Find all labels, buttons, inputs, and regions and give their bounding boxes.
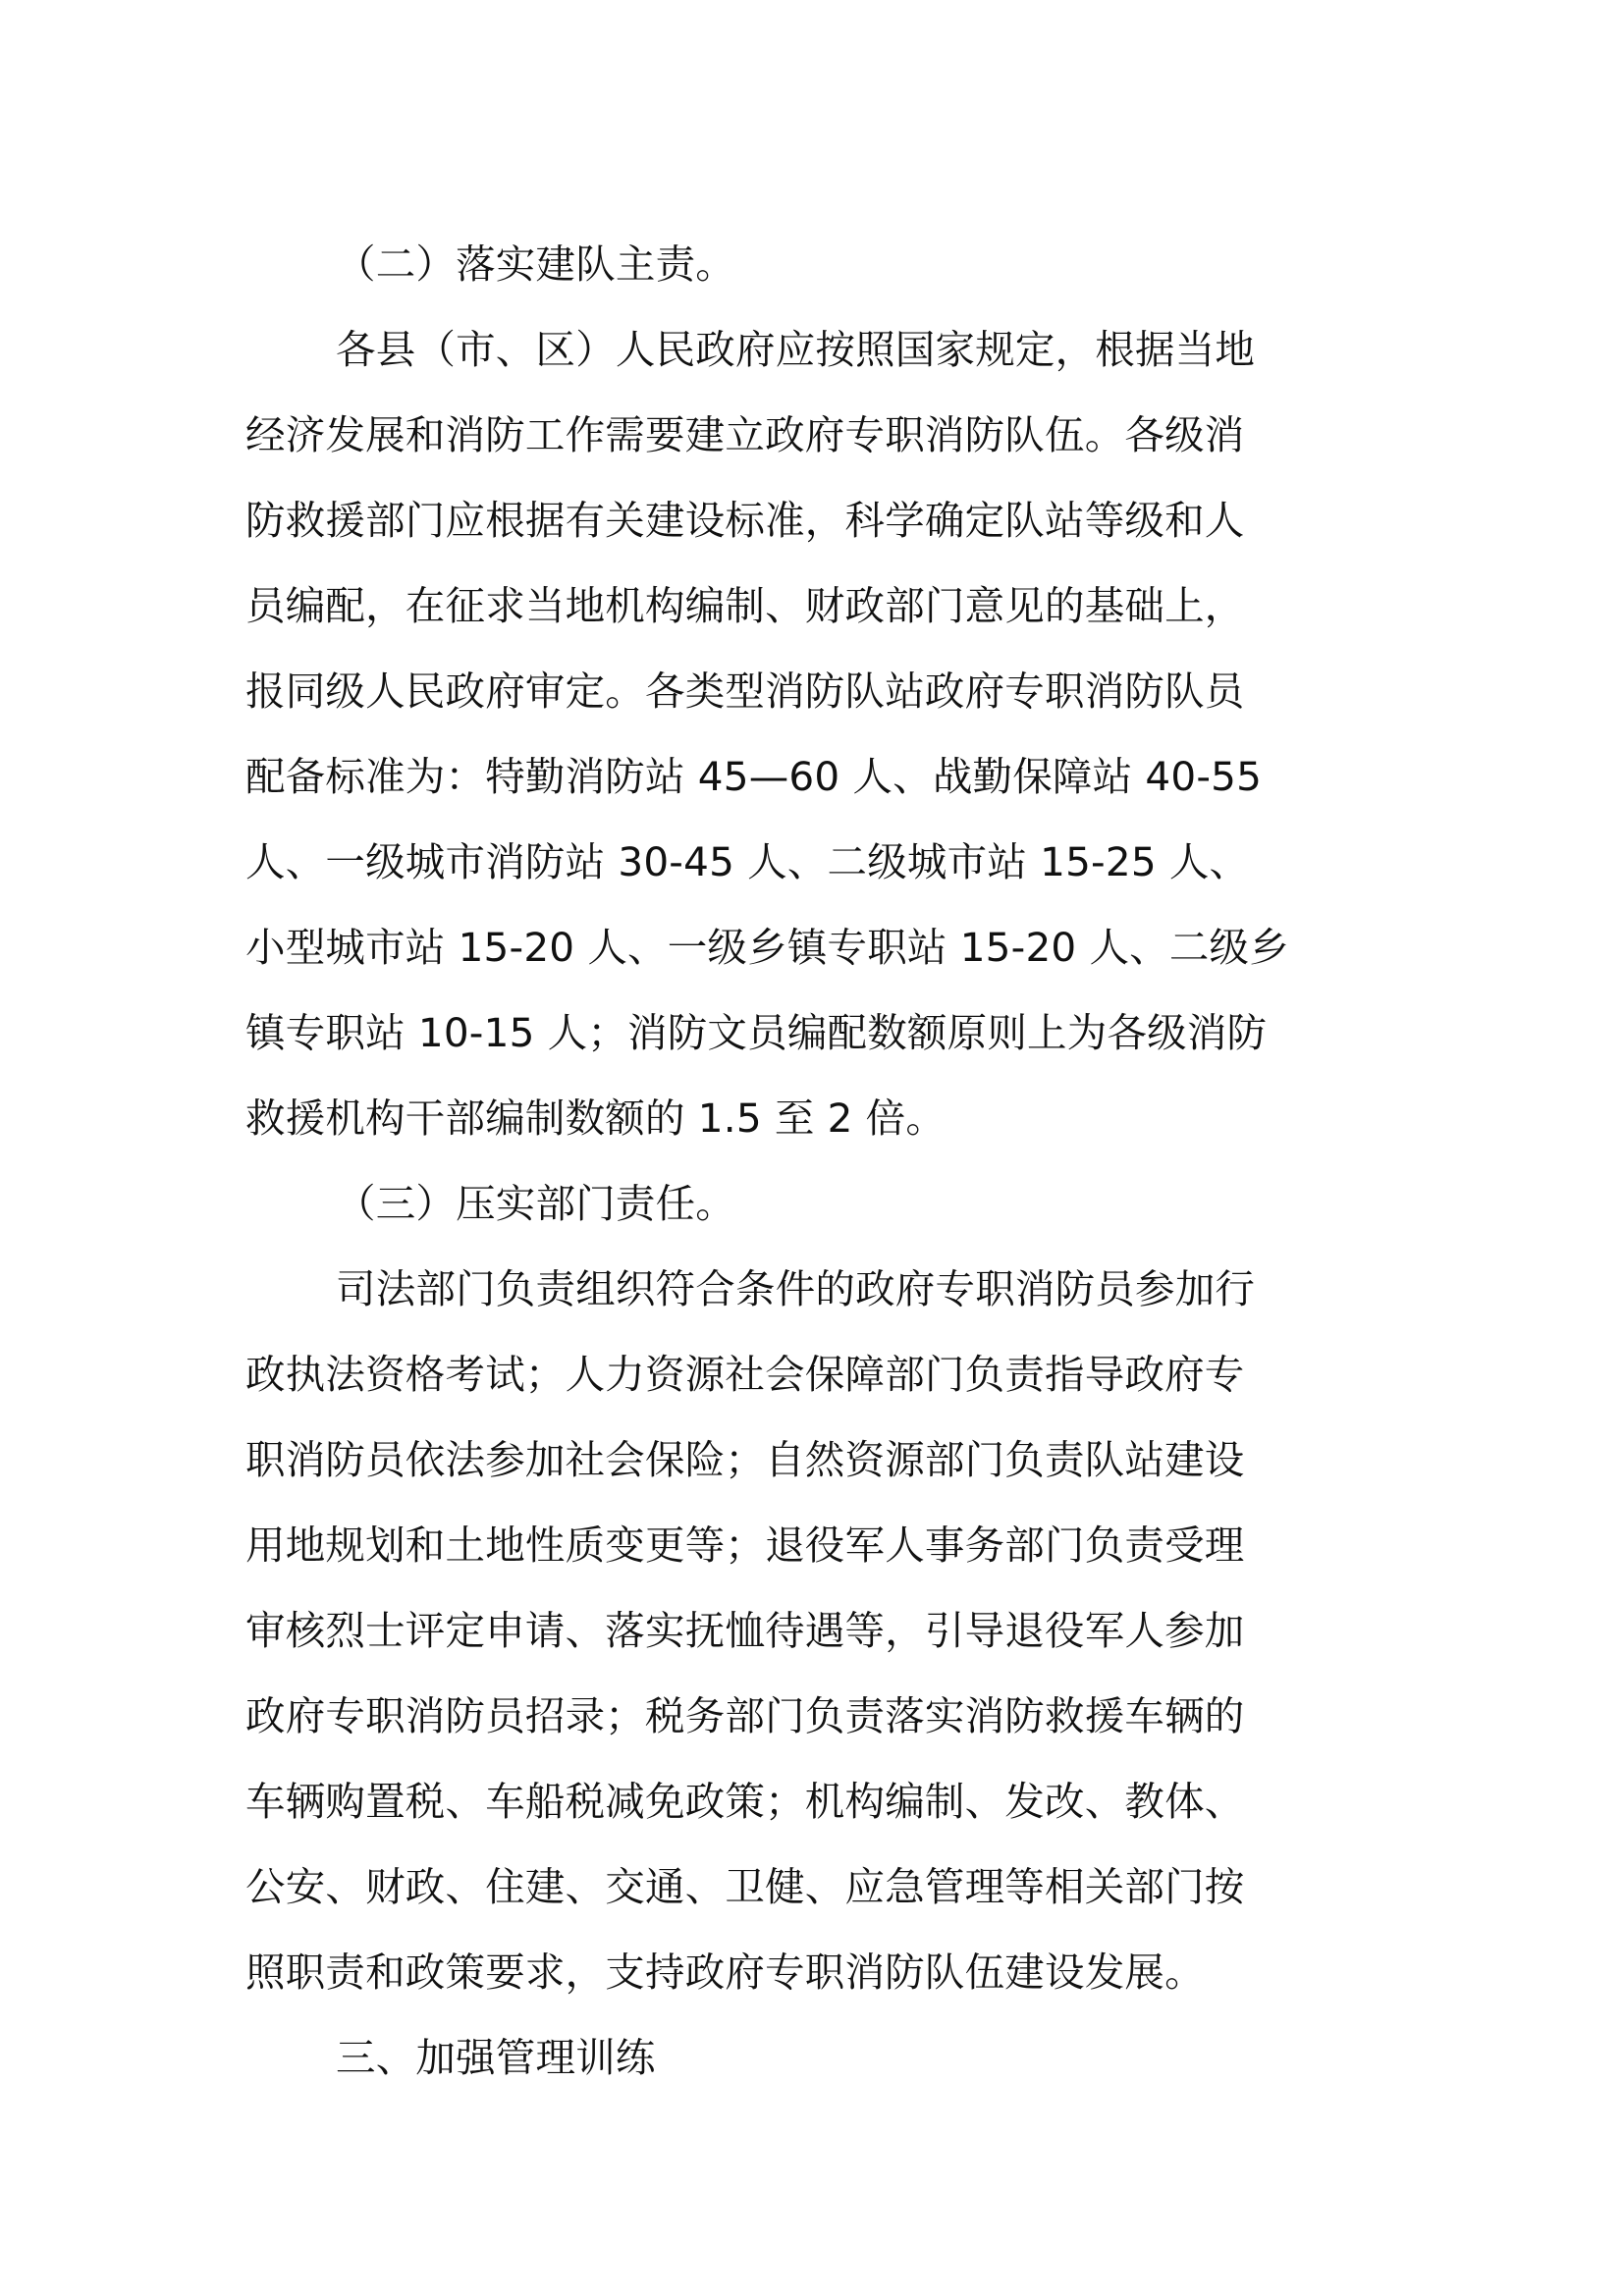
paragraph-line: 人、一级城市消防站 30-45 人、二级城市站 15-25 人、 bbox=[245, 838, 1250, 885]
paragraph-line: 员编配，在征求当地机构编制、财政部门意见的基础上， bbox=[245, 582, 1245, 629]
paragraph-line: 救援机构干部编制数额的 1.5 至 2 倍。 bbox=[245, 1095, 947, 1142]
section-heading: 三、加强管理训练 bbox=[336, 2034, 656, 2081]
heading-3: （三）压实部门责任。 bbox=[336, 1180, 735, 1227]
paragraph-line: 经济发展和消防工作需要建立政府专职消防队伍。各级消 bbox=[245, 411, 1245, 458]
paragraph-line: 政执法资格考试；人力资源社会保障部门负责指导政府专 bbox=[245, 1351, 1245, 1398]
paragraph-line: 车辆购置税、车船税减免政策；机构编制、发改、教体、 bbox=[245, 1778, 1245, 1825]
paragraph-line: 各县（市、区）人民政府应按照国家规定，根据当地 bbox=[336, 326, 1256, 373]
paragraph-line: 司法部门负责组织符合条件的政府专职消防员参加行 bbox=[336, 1265, 1256, 1312]
paragraph-line: 配备标准为：特勤消防站 45—60 人、战勤保障站 40-55 bbox=[245, 753, 1263, 800]
paragraph-line: 政府专职消防员招录；税务部门负责落实消防救援车辆的 bbox=[245, 1692, 1245, 1739]
paragraph-line: 照职责和政策要求，支持政府专职消防队伍建设发展。 bbox=[245, 1949, 1205, 1996]
paragraph-line: 报同级人民政府审定。各类型消防队站政府专职消防队员 bbox=[245, 667, 1245, 715]
paragraph-line: 用地规划和土地性质变更等；退役军人事务部门负责受理 bbox=[245, 1522, 1245, 1569]
paragraph-line: 小型城市站 15-20 人、一级乡镇专职站 15-20 人、二级乡 bbox=[245, 924, 1289, 971]
paragraph-line: 公安、财政、住建、交通、卫健、应急管理等相关部门按 bbox=[245, 1863, 1245, 1910]
heading-2: （二）落实建队主责。 bbox=[336, 240, 735, 288]
paragraph-line: 职消防员依法参加社会保险；自然资源部门负责队站建设 bbox=[245, 1436, 1245, 1483]
paragraph-line: 镇专职站 10-15 人；消防文员编配数额原则上为各级消防 bbox=[245, 1009, 1268, 1056]
paragraph-line: 防救援部门应根据有关建设标准，科学确定队站等级和人 bbox=[245, 497, 1245, 544]
paragraph-line: 审核烈士评定申请、落实抚恤待遇等，引导退役军人参加 bbox=[245, 1607, 1245, 1654]
